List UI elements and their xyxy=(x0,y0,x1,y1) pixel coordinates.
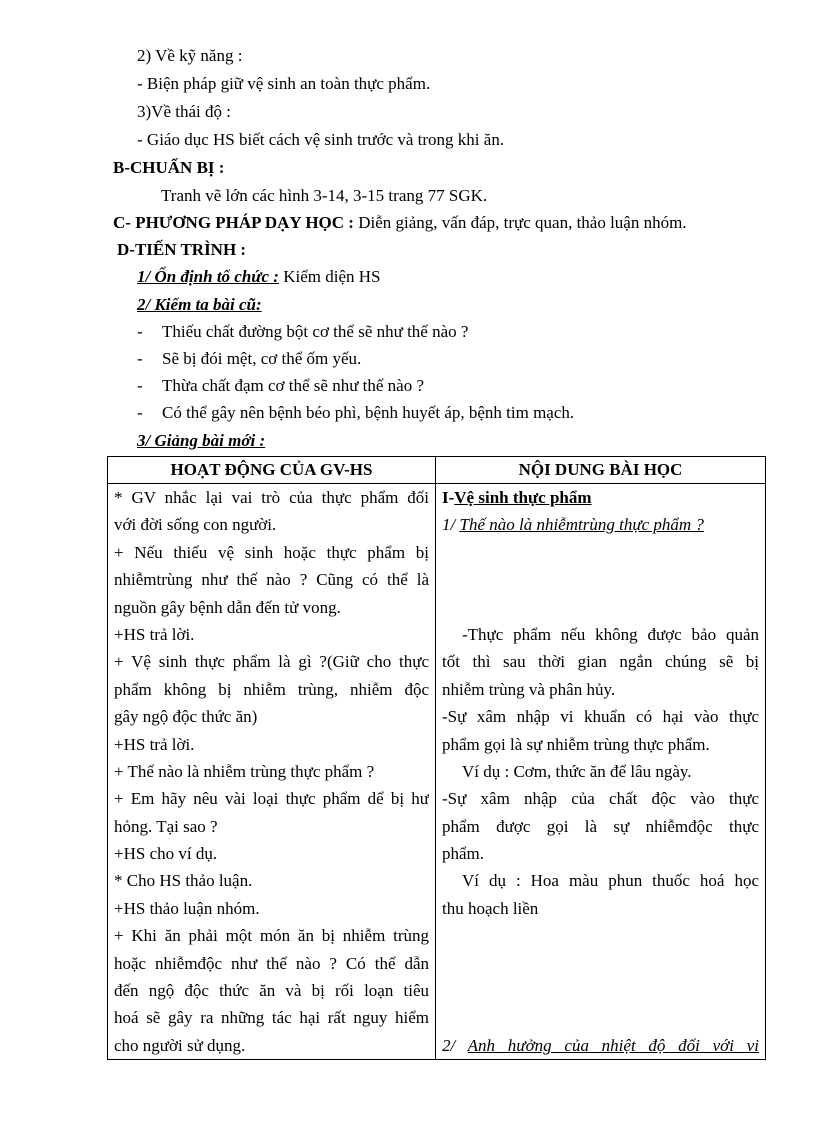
activity-line: + Thế nào là nhiễm trùng thực phẩm ? xyxy=(114,761,375,781)
activity-line: nhiễmtrùng như thế nào ? Cũng có thể là xyxy=(114,570,429,590)
activity-line: +HS trả lời. xyxy=(114,624,195,644)
section-title: I-Vệ sinh thực phẩm xyxy=(442,488,592,507)
skills-item: - Biện pháp giữ vệ sinh an toàn thực phẩm. xyxy=(137,74,431,93)
content-line: phẩm. xyxy=(442,844,485,864)
activity-line: hoặc nhiễmđộc như thế nào ? Có thể dẫn xyxy=(114,953,429,973)
content-line: nhiễm trùng và phân hủy. xyxy=(442,679,616,699)
attitude-item: - Giáo dục HS biết cách vệ sinh trước và trong khi ăn. xyxy=(137,130,505,149)
prep-heading: B-CHUẨN BỊ : xyxy=(113,158,225,177)
activity-line: + Vệ sinh thực phẩm là gì ?(Giữ cho thực xyxy=(114,652,429,672)
method-heading: C- PHƯƠNG PHÁP DẠY HỌC : xyxy=(113,213,354,232)
activity-line: + Nếu thiếu vệ sinh hoặc thực phẩm bị xyxy=(114,542,429,562)
col-right-header: NỘI DUNG BÀI HỌC xyxy=(436,457,766,484)
content-line: phẩm gọi là sự nhiễm trùng thực phẩm. xyxy=(442,734,710,754)
activity-line: +HS cho ví dụ. xyxy=(114,844,218,864)
review-item: - Sẽ bị đói mệt, cơ thể ốm yếu. xyxy=(137,349,362,368)
content-line: Ví dụ : Cơm, thức ăn để lâu ngày. xyxy=(462,761,692,781)
step2-label: 2/ Kiểm ta bài cũ: xyxy=(137,295,262,314)
teacher-activities-cell xyxy=(108,484,436,1060)
activity-line: gây ngộ độc thức ăn) xyxy=(114,707,258,727)
content-line: Ví dụ : Hoa màu phun thuốc hoá học xyxy=(462,871,759,891)
review-item: - Có thể gây nên bệnh béo phì, bệnh huyết áp, bệnh tim mạch. xyxy=(137,403,575,422)
method-line xyxy=(113,213,687,233)
review-item: - Thừa chất đạm cơ thể sẽ như thế nào ? xyxy=(137,376,425,395)
activity-line: * GV nhắc lại vai trò của thực phẩm đối xyxy=(114,488,429,507)
activity-line: hỏng. Tại sao ? xyxy=(114,816,218,836)
lesson-content-cell xyxy=(436,484,766,1060)
step1-label: 1/ Ổn định tổ chức : xyxy=(137,267,279,286)
subsection-1-title: 1/ Thế nào là nhiễmtrùng thực phẩm ? xyxy=(442,515,704,535)
lesson-table xyxy=(107,456,766,1060)
content-line: phẩm được gọi là sự nhiễmđộc thực xyxy=(442,816,759,836)
subsection-2-title: 2/ Anh hưởng của nhiệt độ đối với vi xyxy=(442,1035,759,1055)
activity-line: + Em hãy nêu vài loại thực phẩm dể bị hư xyxy=(114,789,429,809)
method-text: Diễn giảng, vấn đáp, trực quan, thảo luận nhóm. xyxy=(353,213,687,232)
skills-heading: 2) Về kỹ năng : xyxy=(137,46,243,65)
activity-line: + Khi ăn phải một món ăn bị nhiễm trùng xyxy=(114,926,429,946)
process-heading: D-TIẾN TRÌNH : xyxy=(117,240,247,259)
activity-line: * Cho HS thảo luận. xyxy=(114,871,253,891)
content-line: -Sự xâm nhập của chất độc vào thực xyxy=(442,789,759,809)
content-line: thu hoạch liền xyxy=(442,898,539,918)
attitude-heading: 3)Về thái độ : xyxy=(137,102,231,121)
content-line: tốt thì sau thời gian ngắn chúng sẽ bị xyxy=(442,652,759,672)
content-line: -Sự xâm nhập vi khuẩn có hại vào thực xyxy=(442,707,759,727)
activity-line: cho người sử dụng. xyxy=(114,1035,246,1055)
activity-line: nguồn gây bệnh dẫn đến tử vong. xyxy=(114,597,341,617)
prep-text: Tranh vẽ lớn các hình 3-14, 3-15 trang 77 SGK. xyxy=(161,186,488,205)
review-item: - Thiếu chất đường bột cơ thể sẽ như thế nào ? xyxy=(137,322,469,341)
content-line: -Thực phẩm nếu không được bảo quản xyxy=(462,624,759,644)
activity-line: +HS thảo luận nhóm. xyxy=(114,898,260,918)
step3-label: 3/ Giảng bài mới : xyxy=(137,431,266,450)
activity-line: với đời sống con người. xyxy=(114,515,277,535)
step1-line xyxy=(137,267,380,287)
activity-line: +HS trả lời. xyxy=(114,734,195,754)
col-left-header: HOẠT ĐỘNG CỦA GV-HS xyxy=(108,457,436,484)
activity-line: phẩm không bị nhiễm trùng, nhiễm độc xyxy=(114,679,429,699)
activity-line: hoá sẽ gây ra những tác hại rất nguy hiểm xyxy=(114,1008,429,1028)
step1-text: Kiểm diện HS xyxy=(278,267,381,286)
activity-line: đến ngộ độc thức ăn và bị rối loạn tiêu xyxy=(114,981,429,1001)
